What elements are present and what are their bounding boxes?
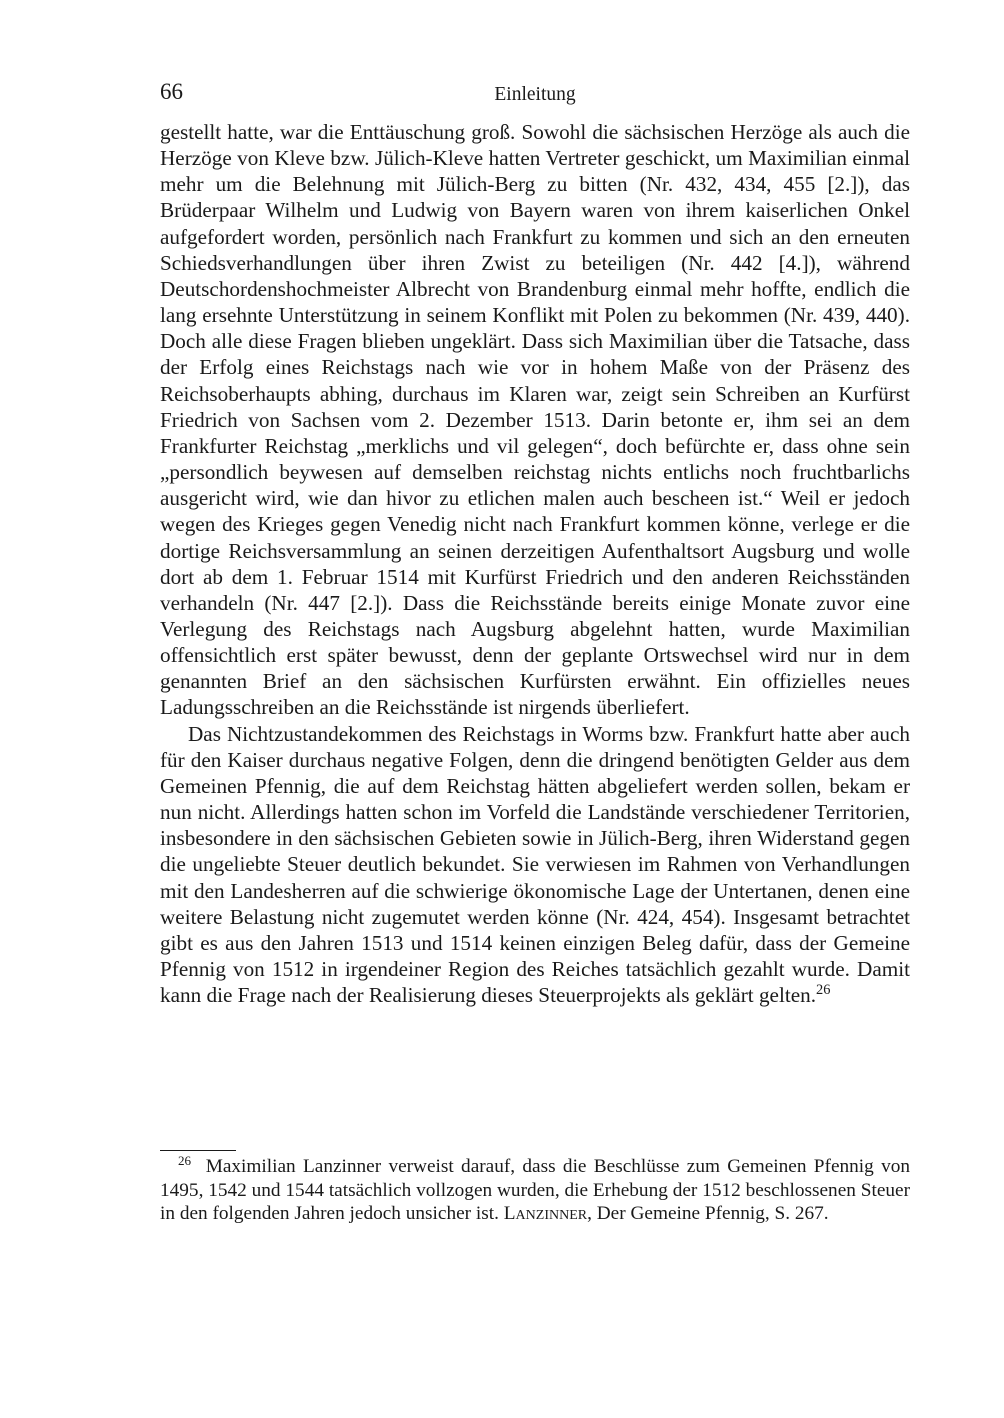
footnote-text: Maximilian Lanzinner verweist darauf, dass die Beschlüsse zum Gemeinen Pfennig von 1495, 1542 und 1544 tatsächlich vollzogen wurden, die Erhebung der 1512 beschlossenen Steuer in den folgenden Jahren jedoch unsicher ist. xyxy=(160,1156,910,1224)
footnote xyxy=(160,1152,910,1226)
paragraph: gestellt hatte, war die Enttäuschung groß. Sowohl die sächsischen Herzöge als auch die Herzöge von Kleve bzw. Jülich-Kleve hatten Vertreter geschickt, um Maximilian einmal mehr um die Belehnung mit Jülich-Berg zu bitten (Nr. 432, 434, 455 [2.]), das Brüderpaar Wilhelm und Ludwig von Bayern waren von ihrem kaiserlichen Onkel aufgefordert worden, persönlich nach Frankfurt zu kommen und sich an den erneuten Schiedsverhandlungen über ihren Zwist zu beteiligen (Nr. 442 [4.]), während Deutschordenshochmeister Albrecht von Brandenburg einmal mehr hoffte, endlich die lang ersehnte Unterstützung in seinem Konflikt mit Polen zu bekommen (Nr. 439, 440). Doch alle diese Fragen blieben ungeklärt. Dass sich Maximilian über die Tatsache, dass der Erfolg eines Reichstags nach wie vor in hohem Maße von der Präsenz des Reichsoberhaupts abhing, durchaus im Klaren war, zeigt sein Schreiben an Kurfürst Friedrich von Sachsen vom 2. Dezember 1513. Darin betonte er, ihm sei an dem Frankfurter Reichstag „merklichs und vil gelegen“, doch befürchte er, dass ohne sein „persondlich beywesen auf demselben reichstag nichts entlichs noch fruchtbarlichs ausgericht wird, wie dan hivor zu etlichen malen auch bescheen ist.“ Weil er jedoch wegen des Krieges gegen Venedig nicht nach Frankfurt kommen könne, verlege er die dortige Reichsversammlung an seinen derzeitigen Aufenthaltsort Augsburg und wolle dort ab dem 1. Februar 1514 mit Kurfürst Friedrich und den anderen Reichsständen verhandeln (Nr. 447 [2.]). Dass die Reichsstände bereits einige Monate zuvor eine Verlegung des Reichstags nach Augsburg abgelehnt hatten, wurde Maximilian offensichtlich erst später bewusst, denn der geplante Ortswechsel wird nur in dem genannten Brief an den sächsischen Kurfürsten erwähnt. Ein offizielles neues Ladungsschreiben an die Reichsstände ist nirgends überliefert. xyxy=(160,120,910,720)
footnote-divider xyxy=(160,1150,236,1151)
footnote-citation: , Der Gemeine Pfennig, S. 267. xyxy=(587,1203,829,1224)
page-number: 66 xyxy=(160,79,183,104)
footnote-reference[interactable]: 26 xyxy=(816,982,831,999)
paragraph-text: Das Nichtzustandekommen des Reichstags in Worms bzw. Frankfurt hatte aber auch für den Kaiser durchaus negative Folgen, denn die dringend benötigten Gelder aus dem Gemeinen Pfennig, die auf dem Reichstag hätten abgeliefert werden sollen, bekam er nun nicht. Allerdings hatten schon im Vorfeld die Landstände verschiedener Territorien, insbesondere in den sächsischen Gebieten sowie in Jülich-Berg, ihren Widerstand gegen die ungeliebte Steuer deutlich bekundet. Sie verwiesen im Rahmen von Verhandlungen mit den Landesherren auf die schwierige ökonomische Lage der Untertanen, denen eine weitere Belastung nicht zugemutet werden könne (Nr. 424, 454). Insgesamt betrachtet gibt es aus den Jahren 1513 und 1514 keinen einzigen Beleg dafür, dass der Gemeine Pfennig von 1512 in irgendeiner Region des Reiches tatsächlich gezahlt wurde. Damit kann die Frage nach der Realisierung dieses Steuerprojekts als geklärt gelten. xyxy=(160,721,910,1008)
footnote-number: 26 xyxy=(178,1152,192,1168)
paragraph xyxy=(160,721,910,1009)
running-head: Einleitung xyxy=(494,84,576,105)
footnote-author: Lanzinner xyxy=(503,1203,588,1224)
main-text xyxy=(160,119,910,1008)
